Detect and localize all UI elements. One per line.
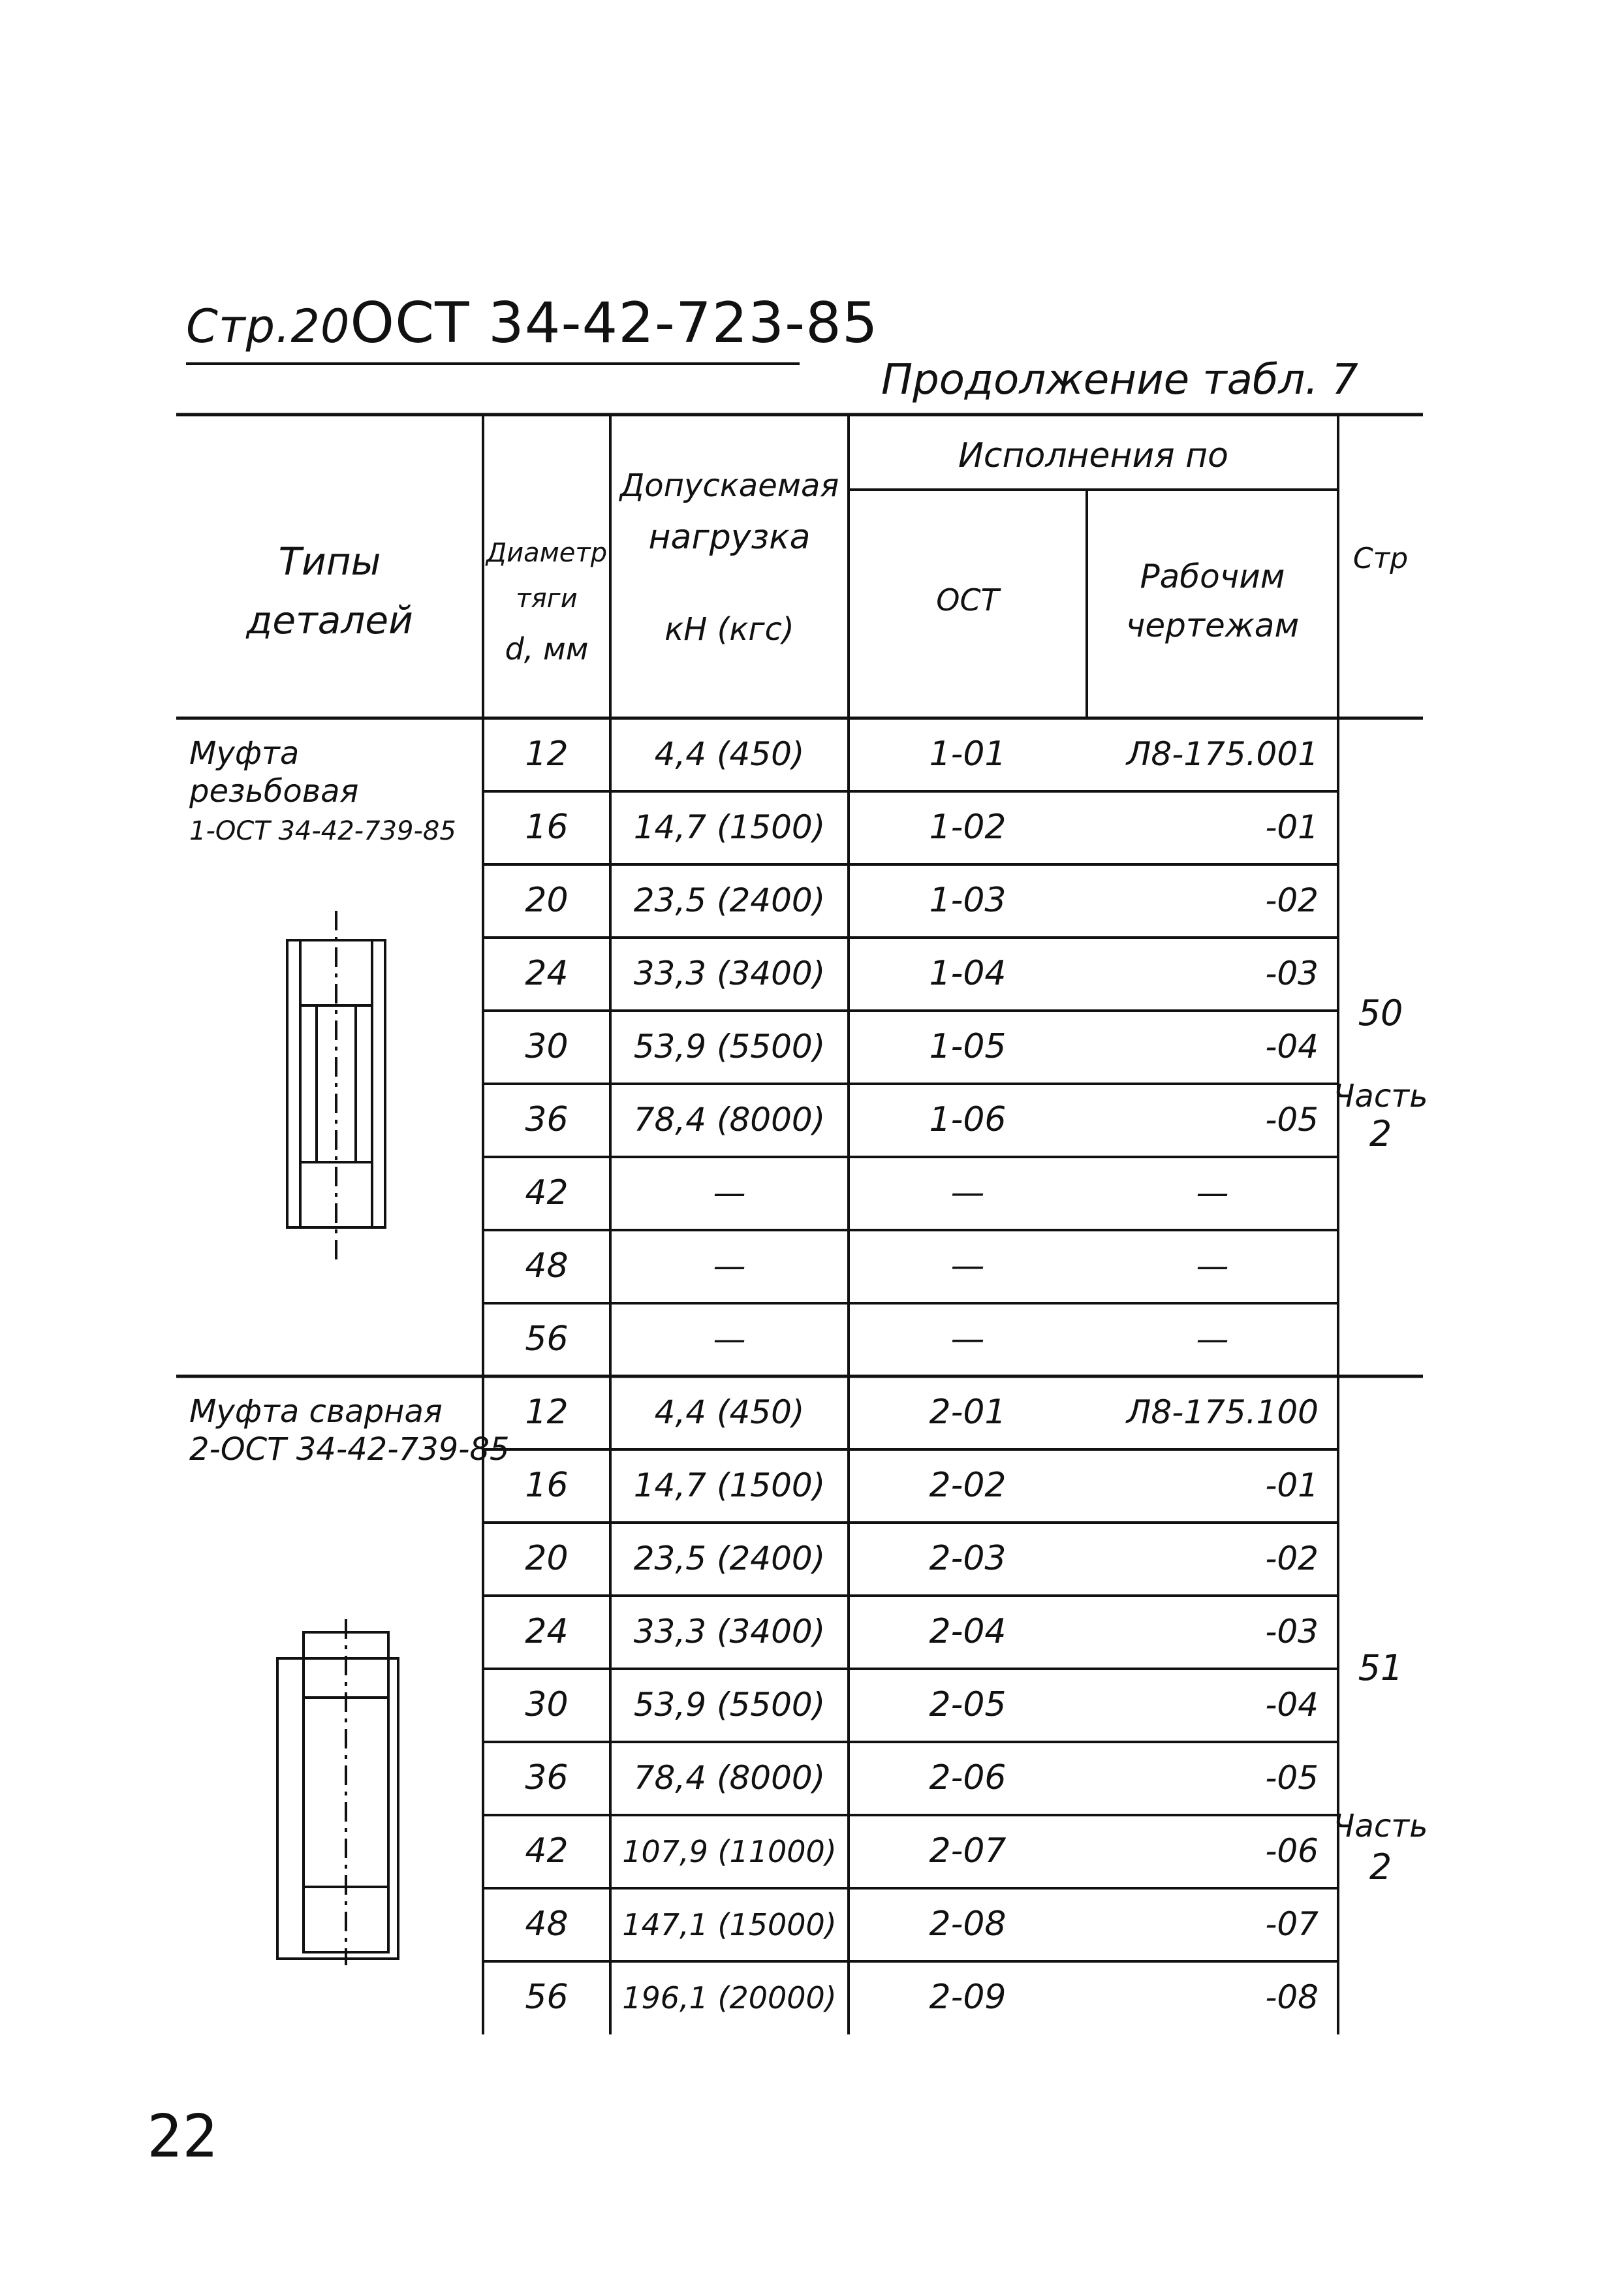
group-page-number: 51 (1358, 1647, 1403, 1688)
cell-drawing: -07 (1265, 1905, 1319, 1943)
cell-drawing: -02 (1265, 881, 1319, 919)
cell-ost: 2-05 (929, 1685, 1007, 1724)
standard-designation: ОСТ 34-42-723-85 (350, 291, 879, 356)
cell-ost: 1-01 (929, 735, 1007, 774)
cell-diameter: 12 (525, 735, 569, 774)
cell-diameter: 36 (525, 1100, 569, 1139)
cell-ost: 2-09 (929, 1978, 1007, 2017)
group-name-line: 1-ОСТ 34-42-739-85 (189, 816, 456, 846)
group-page-part-number: 2 (1369, 1113, 1392, 1154)
cell-diameter: 24 (525, 1612, 569, 1651)
cell-load: 147,1 (15000) (622, 1907, 837, 1942)
cell-drawing: -08 (1265, 1978, 1319, 2016)
header-load-line2: нагрузка (648, 518, 811, 557)
cell-load: — (713, 1174, 746, 1212)
cell-load: 78,4 (8000) (633, 1759, 826, 1797)
cell-drawing: -04 (1265, 1028, 1319, 1066)
cell-ost: 2-02 (929, 1466, 1007, 1505)
cell-diameter: 42 (525, 1831, 569, 1871)
cell-load: 107,9 (11000) (622, 1834, 837, 1869)
cell-load: — (713, 1247, 746, 1285)
cell-ost: — (950, 1246, 985, 1286)
header-diameter-line2: тяги (516, 584, 578, 614)
header-ost: ОСТ (936, 582, 999, 618)
cell-diameter: 20 (525, 1539, 569, 1578)
page-number: 22 (147, 2102, 218, 2171)
cell-diameter: 20 (525, 881, 569, 920)
cell-drawing: Л8-175.001 (1126, 735, 1319, 773)
cell-drawing: -03 (1265, 955, 1319, 992)
cell-ost: 2-07 (929, 1831, 1007, 1871)
header-type-line1: Типы (278, 539, 381, 584)
cell-drawing: — (1196, 1320, 1229, 1358)
cell-load: 4,4 (450) (654, 1393, 805, 1431)
cell-ost: 1-04 (929, 954, 1007, 993)
sketch-outline (277, 1658, 398, 1959)
cell-diameter: 36 (525, 1758, 569, 1797)
header-diameter-line1: Диаметр (486, 538, 608, 568)
table-continuation-label: Продолжение табл. 7 (881, 356, 1358, 404)
group-page-part-label: Часть (1333, 1078, 1428, 1115)
cell-load: 23,5 (2400) (633, 1540, 826, 1577)
group-name-line: Муфта (189, 735, 300, 772)
group-page-part-number: 2 (1369, 1846, 1392, 1888)
cell-load: 53,9 (5500) (633, 1686, 826, 1724)
threaded-coupling-sketch (287, 911, 385, 1260)
cell-load: 4,4 (450) (654, 735, 805, 773)
group-name-line: резьбовая (189, 773, 359, 810)
cell-drawing: -01 (1265, 808, 1319, 846)
cell-drawing: -05 (1265, 1759, 1319, 1797)
header-type-line2: деталей (246, 598, 413, 642)
cell-load: 78,4 (8000) (633, 1101, 826, 1139)
cell-load: 14,7 (1500) (633, 808, 826, 846)
welded-coupling-sketch (277, 1619, 398, 1965)
cell-load: 33,3 (3400) (633, 1613, 826, 1651)
header-execution-group: Исполнения по (958, 436, 1228, 475)
cell-drawing: Л8-175.100 (1126, 1393, 1319, 1431)
cell-load: 53,9 (5500) (633, 1028, 826, 1066)
group-name-line: Муфта сварная (189, 1393, 443, 1430)
cell-ost: 1-03 (929, 881, 1007, 920)
cell-diameter: 16 (525, 1466, 569, 1505)
cell-diameter: 48 (525, 1905, 569, 1944)
cell-ost: 1-06 (929, 1100, 1007, 1139)
cell-drawing: -03 (1265, 1613, 1319, 1651)
group-page-number: 50 (1358, 992, 1403, 1034)
cell-diameter: 30 (525, 1685, 569, 1724)
cell-ost: 1-02 (929, 808, 1007, 847)
cell-diameter: 56 (525, 1978, 569, 2017)
cell-drawing: -05 (1265, 1101, 1319, 1139)
cell-drawing: -02 (1265, 1540, 1319, 1577)
cell-load: 196,1 (20000) (622, 1980, 837, 2016)
cell-diameter: 12 (525, 1393, 569, 1432)
cell-drawing: — (1196, 1247, 1229, 1285)
cell-drawing: -06 (1265, 1832, 1319, 1870)
cell-ost: — (950, 1320, 985, 1359)
cell-ost: — (950, 1173, 985, 1212)
header-load-line1: Допускаемая (619, 467, 839, 504)
group-page-part-label: Часть (1333, 1808, 1428, 1844)
cell-drawing: — (1196, 1174, 1229, 1212)
cell-drawing: -04 (1265, 1686, 1319, 1724)
header-load-line3: кН (кгс) (664, 611, 794, 648)
cell-diameter: 48 (525, 1246, 569, 1286)
cell-load: 14,7 (1500) (633, 1466, 826, 1504)
cell-load: 33,3 (3400) (633, 955, 826, 992)
cell-drawing: -01 (1265, 1466, 1319, 1504)
cell-load: 23,5 (2400) (633, 881, 826, 919)
cell-diameter: 56 (525, 1320, 569, 1359)
cell-ost: 1-05 (929, 1027, 1007, 1066)
cell-ost: 2-06 (929, 1758, 1007, 1797)
cell-diameter: 16 (525, 808, 569, 847)
header-drawings-line1: Рабочим (1140, 558, 1285, 595)
cell-ost: 2-08 (929, 1905, 1007, 1944)
cell-diameter: 42 (525, 1173, 569, 1212)
cell-diameter: 30 (525, 1027, 569, 1066)
cell-load: — (713, 1320, 746, 1358)
cell-diameter: 24 (525, 954, 569, 993)
header-page: Стр (1352, 542, 1409, 575)
page-reference: Стр.20 (186, 300, 351, 353)
header-diameter-line3: d, мм (505, 631, 589, 667)
group-name-line: 2-ОСТ 34-42-739-85 (189, 1431, 510, 1468)
header-drawings-line2: чертежам (1125, 607, 1300, 644)
cell-ost: 2-01 (929, 1393, 1007, 1432)
cell-ost: 2-03 (929, 1539, 1007, 1578)
cell-ost: 2-04 (929, 1612, 1007, 1651)
